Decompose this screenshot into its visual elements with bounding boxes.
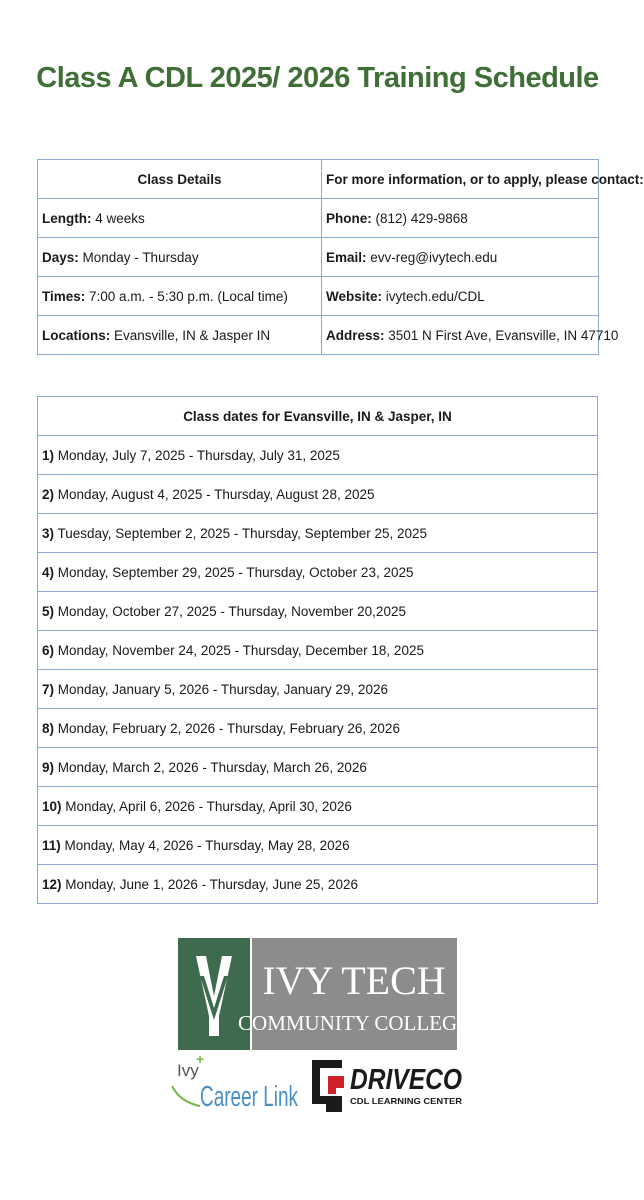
date-number: 9): [42, 759, 55, 775]
date-number: 7): [42, 681, 55, 697]
date-cell: [38, 670, 598, 709]
date-range: Monday, May 4, 2026 - Thursday, May 28, 2026: [60, 837, 350, 853]
length-label: Length:: [42, 210, 92, 226]
date-row: [38, 631, 598, 670]
dates-header-row: [38, 397, 598, 436]
date-row: [38, 787, 598, 826]
career-link-logo: [172, 1051, 298, 1113]
date-row: [38, 436, 598, 475]
date-row: [38, 592, 598, 631]
date-range: Monday, April 6, 2026 - Thursday, April 30, 2026: [61, 798, 352, 814]
details-row-length: [38, 199, 599, 238]
class-dates-table: [37, 396, 598, 904]
date-cell: [38, 553, 598, 592]
date-row: [38, 865, 598, 904]
date-range: Monday, February 2, 2026 - Thursday, February 26, 2026: [54, 720, 400, 736]
length-value: 4 weeks: [91, 210, 145, 226]
date-range: Monday, September 29, 2025 - Thursday, October 23, 2025: [54, 564, 414, 580]
date-range: Monday, October 27, 2025 - Thursday, November 20,2025: [54, 603, 406, 619]
date-cell: [38, 592, 598, 631]
date-cell: [38, 475, 598, 514]
date-number: 3): [42, 525, 55, 541]
community-college-wordmark: COMMUNITY COLLEGE: [238, 1011, 470, 1035]
driveco-wordmark: DRIVECO: [350, 1064, 463, 1096]
times-cell: [38, 277, 322, 316]
logos-area: [0, 936, 635, 1126]
date-row: [38, 475, 598, 514]
times-value: 7:00 a.m. - 5:30 p.m. (Local time): [85, 288, 288, 304]
phone-value: (812) 429-9868: [371, 210, 468, 226]
career-link-wordmark: Career Link: [200, 1081, 299, 1113]
class-details-header: Class Details: [38, 160, 322, 199]
contact-header: For more information, or to apply, please contact:: [322, 160, 599, 199]
date-cell: [38, 514, 598, 553]
date-row: [38, 514, 598, 553]
class-dates-header: Class dates for Evansville, IN & Jasper, IN: [38, 397, 598, 436]
details-row-days: [38, 238, 599, 277]
phone-label: Phone:: [326, 210, 372, 226]
date-range: Monday, August 4, 2025 - Thursday, August 28, 2025: [54, 486, 375, 502]
days-value: Monday - Thursday: [78, 249, 199, 265]
ivy-tech-wordmark: IVY TECH: [262, 958, 446, 1003]
address-value: 3501 N First Ave, Evansville, IN 47710: [384, 327, 619, 343]
details-header-row: [38, 160, 599, 199]
locations-value: Evansville, IN & Jasper IN: [110, 327, 271, 343]
date-number: 6): [42, 642, 55, 658]
ivy-tech-logo: [178, 938, 470, 1050]
date-range: Monday, January 5, 2026 - Thursday, January 29, 2026: [54, 681, 388, 697]
details-row-times: [38, 277, 599, 316]
date-cell: [38, 748, 598, 787]
driveco-emblem-red-icon: [328, 1076, 344, 1094]
career-link-swoosh-icon: [172, 1086, 200, 1106]
email-cell: [322, 238, 599, 277]
phone-cell: [322, 199, 599, 238]
date-row: [38, 670, 598, 709]
date-range: Tuesday, September 2, 2025 - Thursday, September 25, 2025: [54, 525, 427, 541]
date-row: [38, 709, 598, 748]
date-range: Monday, July 7, 2025 - Thursday, July 31, 2025: [54, 447, 340, 463]
date-cell: [38, 436, 598, 475]
website-cell: [322, 277, 599, 316]
website-label: Website:: [326, 288, 383, 304]
days-cell: [38, 238, 322, 277]
length-cell: [38, 199, 322, 238]
career-link-plus-icon: +: [196, 1051, 205, 1067]
date-number: 10): [42, 798, 62, 814]
date-cell: [38, 709, 598, 748]
date-range: Monday, November 24, 2025 - Thursday, December 18, 2025: [54, 642, 424, 658]
date-cell: [38, 865, 598, 904]
date-number: 2): [42, 486, 55, 502]
date-number: 12): [42, 876, 62, 892]
date-cell: [38, 787, 598, 826]
website-value: ivytech.edu/CDL: [382, 288, 485, 304]
career-link-ivy-text: Ivy: [177, 1061, 199, 1080]
class-details-table: [37, 159, 644, 355]
date-range: Monday, June 1, 2026 - Thursday, June 25, 2026: [61, 876, 358, 892]
date-number: 5): [42, 603, 55, 619]
address-cell: [322, 316, 619, 355]
driveco-logo: [312, 1060, 462, 1112]
date-row: [38, 826, 598, 865]
locations-cell: [38, 316, 322, 355]
email-label: Email:: [326, 249, 367, 265]
page-title: Class A CDL 2025/ 2026 Training Schedule: [36, 62, 599, 94]
locations-label: Locations:: [42, 327, 111, 343]
date-number: 4): [42, 564, 55, 580]
date-cell: [38, 826, 598, 865]
date-number: 11): [42, 837, 61, 853]
address-label: Address:: [326, 327, 385, 343]
date-range: Monday, March 2, 2026 - Thursday, March 26, 2026: [54, 759, 367, 775]
days-label: Days:: [42, 249, 79, 265]
email-value: evv-reg@ivytech.edu: [366, 249, 498, 265]
date-row: [38, 748, 598, 787]
date-number: 1): [42, 447, 55, 463]
times-label: Times:: [42, 288, 86, 304]
details-row-locations: [38, 316, 599, 355]
date-row: [38, 553, 598, 592]
date-cell: [38, 631, 598, 670]
date-number: 8): [42, 720, 55, 736]
driveco-subtitle: CDL LEARNING CENTER: [350, 1096, 462, 1106]
